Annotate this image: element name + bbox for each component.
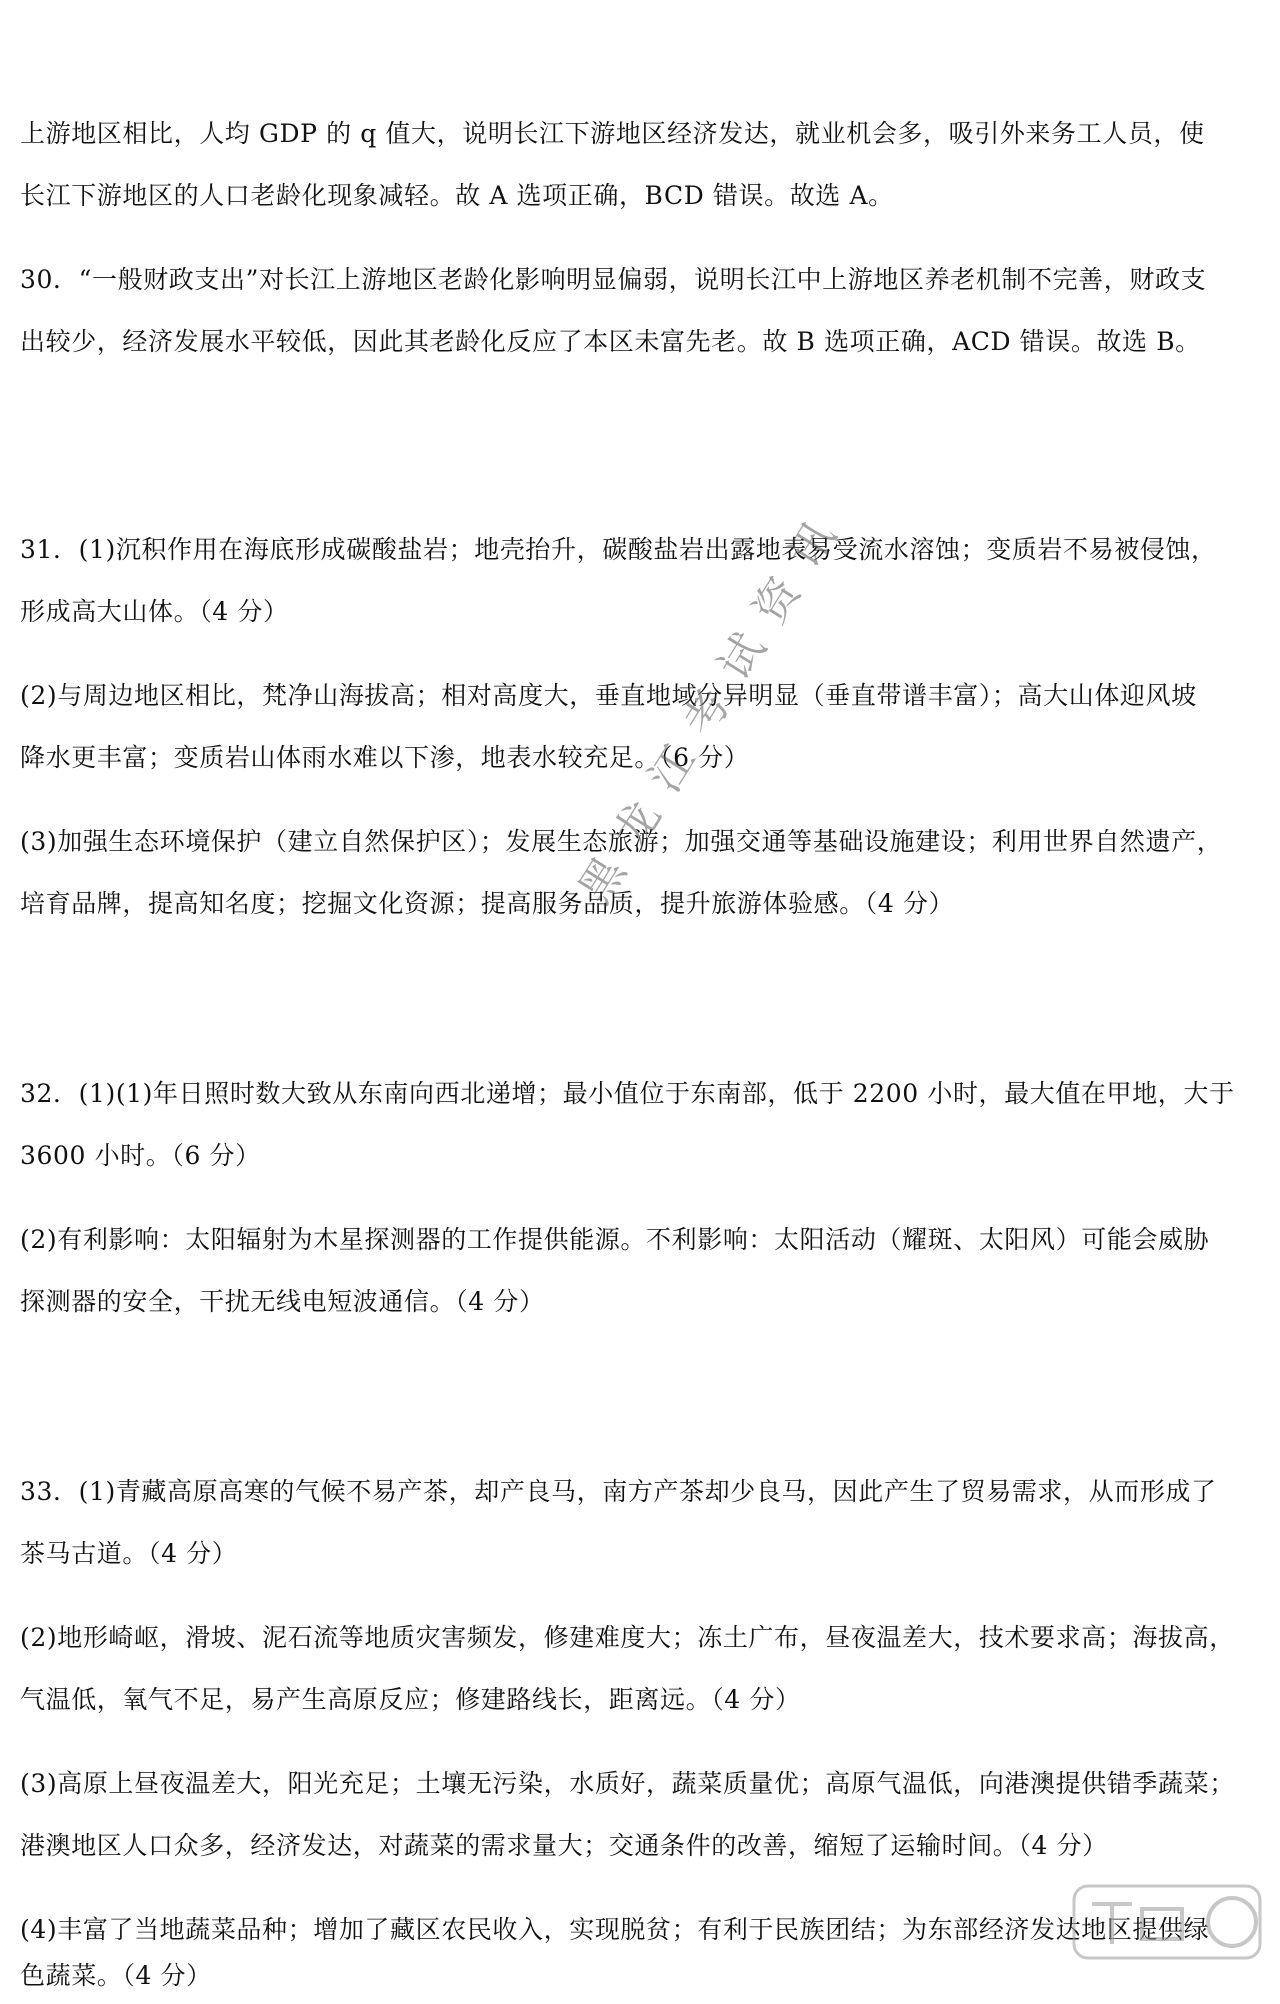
text-line: 30．“一般财政支出”对长江上游地区老龄化影响明显偏弱，说明长江中上游地区养老机制不完善，财政支 bbox=[20, 265, 1207, 294]
site-logo bbox=[1072, 1884, 1262, 1994]
text-line: 32．(1)(1)年日照时数大致从东南向西北递增；最小值位于东南部，低于 2200 小时，最大值在甲地，大于 bbox=[20, 1079, 1235, 1108]
text-line: 培育品牌，提高知名度；挖掘文化资源；提高服务品质，提升旅游体验感。（4 分） bbox=[20, 889, 955, 918]
text-line: (3)加强生态环境保护（建立自然保护区）；发展生态旅游；加强交通等基础设施建设；利用世界自然遗产， bbox=[20, 827, 1223, 856]
text-line: 色蔬菜。（4 分） bbox=[20, 1961, 212, 1990]
text-line: (2)与周边地区相比，梵净山海拔高；相对高度大，垂直地域分异明显（垂直带谱丰富）；高大山体迎风坡 bbox=[20, 681, 1197, 710]
text-line: 上游地区相比，人均 GDP 的 q 值大，说明长江下游地区经济发达，就业机会多，吸引外来务工人员，使 bbox=[20, 119, 1205, 148]
text-line: 降水更丰富；变质岩山体雨水难以下渗，地表水较充足。（6 分） bbox=[20, 743, 750, 772]
text-line: 探测器的安全，干扰无线电短波通信。（4 分） bbox=[20, 1287, 545, 1316]
text-line: 33．(1)青藏高原高寒的气候不易产茶，却产良马，南方产茶却少良马，因此产生了贸易需求，从而形成了 bbox=[20, 1477, 1217, 1506]
text-line: (4)丰富了当地蔬菜品种；增加了藏区农民收入，实现脱贫；有利于民族团结；为东部经济发达地区提供绿 bbox=[20, 1915, 1210, 1944]
text-line: 茶马古道。（4 分） bbox=[20, 1539, 238, 1568]
watermark-text: 黑龙江考试资讯 bbox=[569, 494, 858, 913]
text-line: 3600 小时。（6 分） bbox=[20, 1141, 261, 1170]
text-line: 31．(1)沉积作用在海底形成碳酸盐岩；地壳抬升，碳酸盐岩出露地表易受流水溶蚀；变质岩不易被侵蚀， bbox=[20, 535, 1217, 564]
text-line: (2)有利影响：太阳辐射为木星探测器的工作提供能源。不利影响：太阳活动（耀斑、太阳风）可能会威胁 bbox=[20, 1225, 1210, 1254]
text-line: 长江下游地区的人口老龄化现象减轻。故 A 选项正确，BCD 错误。故选 A。 bbox=[20, 181, 894, 210]
text-line: 港澳地区人口众多，经济发达，对蔬菜的需求量大；交通条件的改善，缩短了运输时间。（4 分） bbox=[20, 1831, 1108, 1860]
text-line: (2)地形崎岖，滑坡、泥石流等地质灾害频发，修建难度大；冻土广布，昼夜温差大，技术要求高；海拔高， bbox=[20, 1623, 1235, 1652]
text-line: 气温低，氧气不足，易产生高原反应；修建路线长，距离远。（4 分） bbox=[20, 1685, 801, 1714]
text-line: 出较少，经济发展水平较低，因此其老龄化反应了本区未富先老。故 B 选项正确，ACD 错误。故选 B。 bbox=[20, 327, 1201, 356]
text-line: 形成高大山体。（4 分） bbox=[20, 597, 289, 626]
text-line: (3)高原上昼夜温差大，阳光充足；土壤无污染，水质好，蔬菜质量优；高原气温低，向港澳提供错季蔬菜； bbox=[20, 1769, 1235, 1798]
